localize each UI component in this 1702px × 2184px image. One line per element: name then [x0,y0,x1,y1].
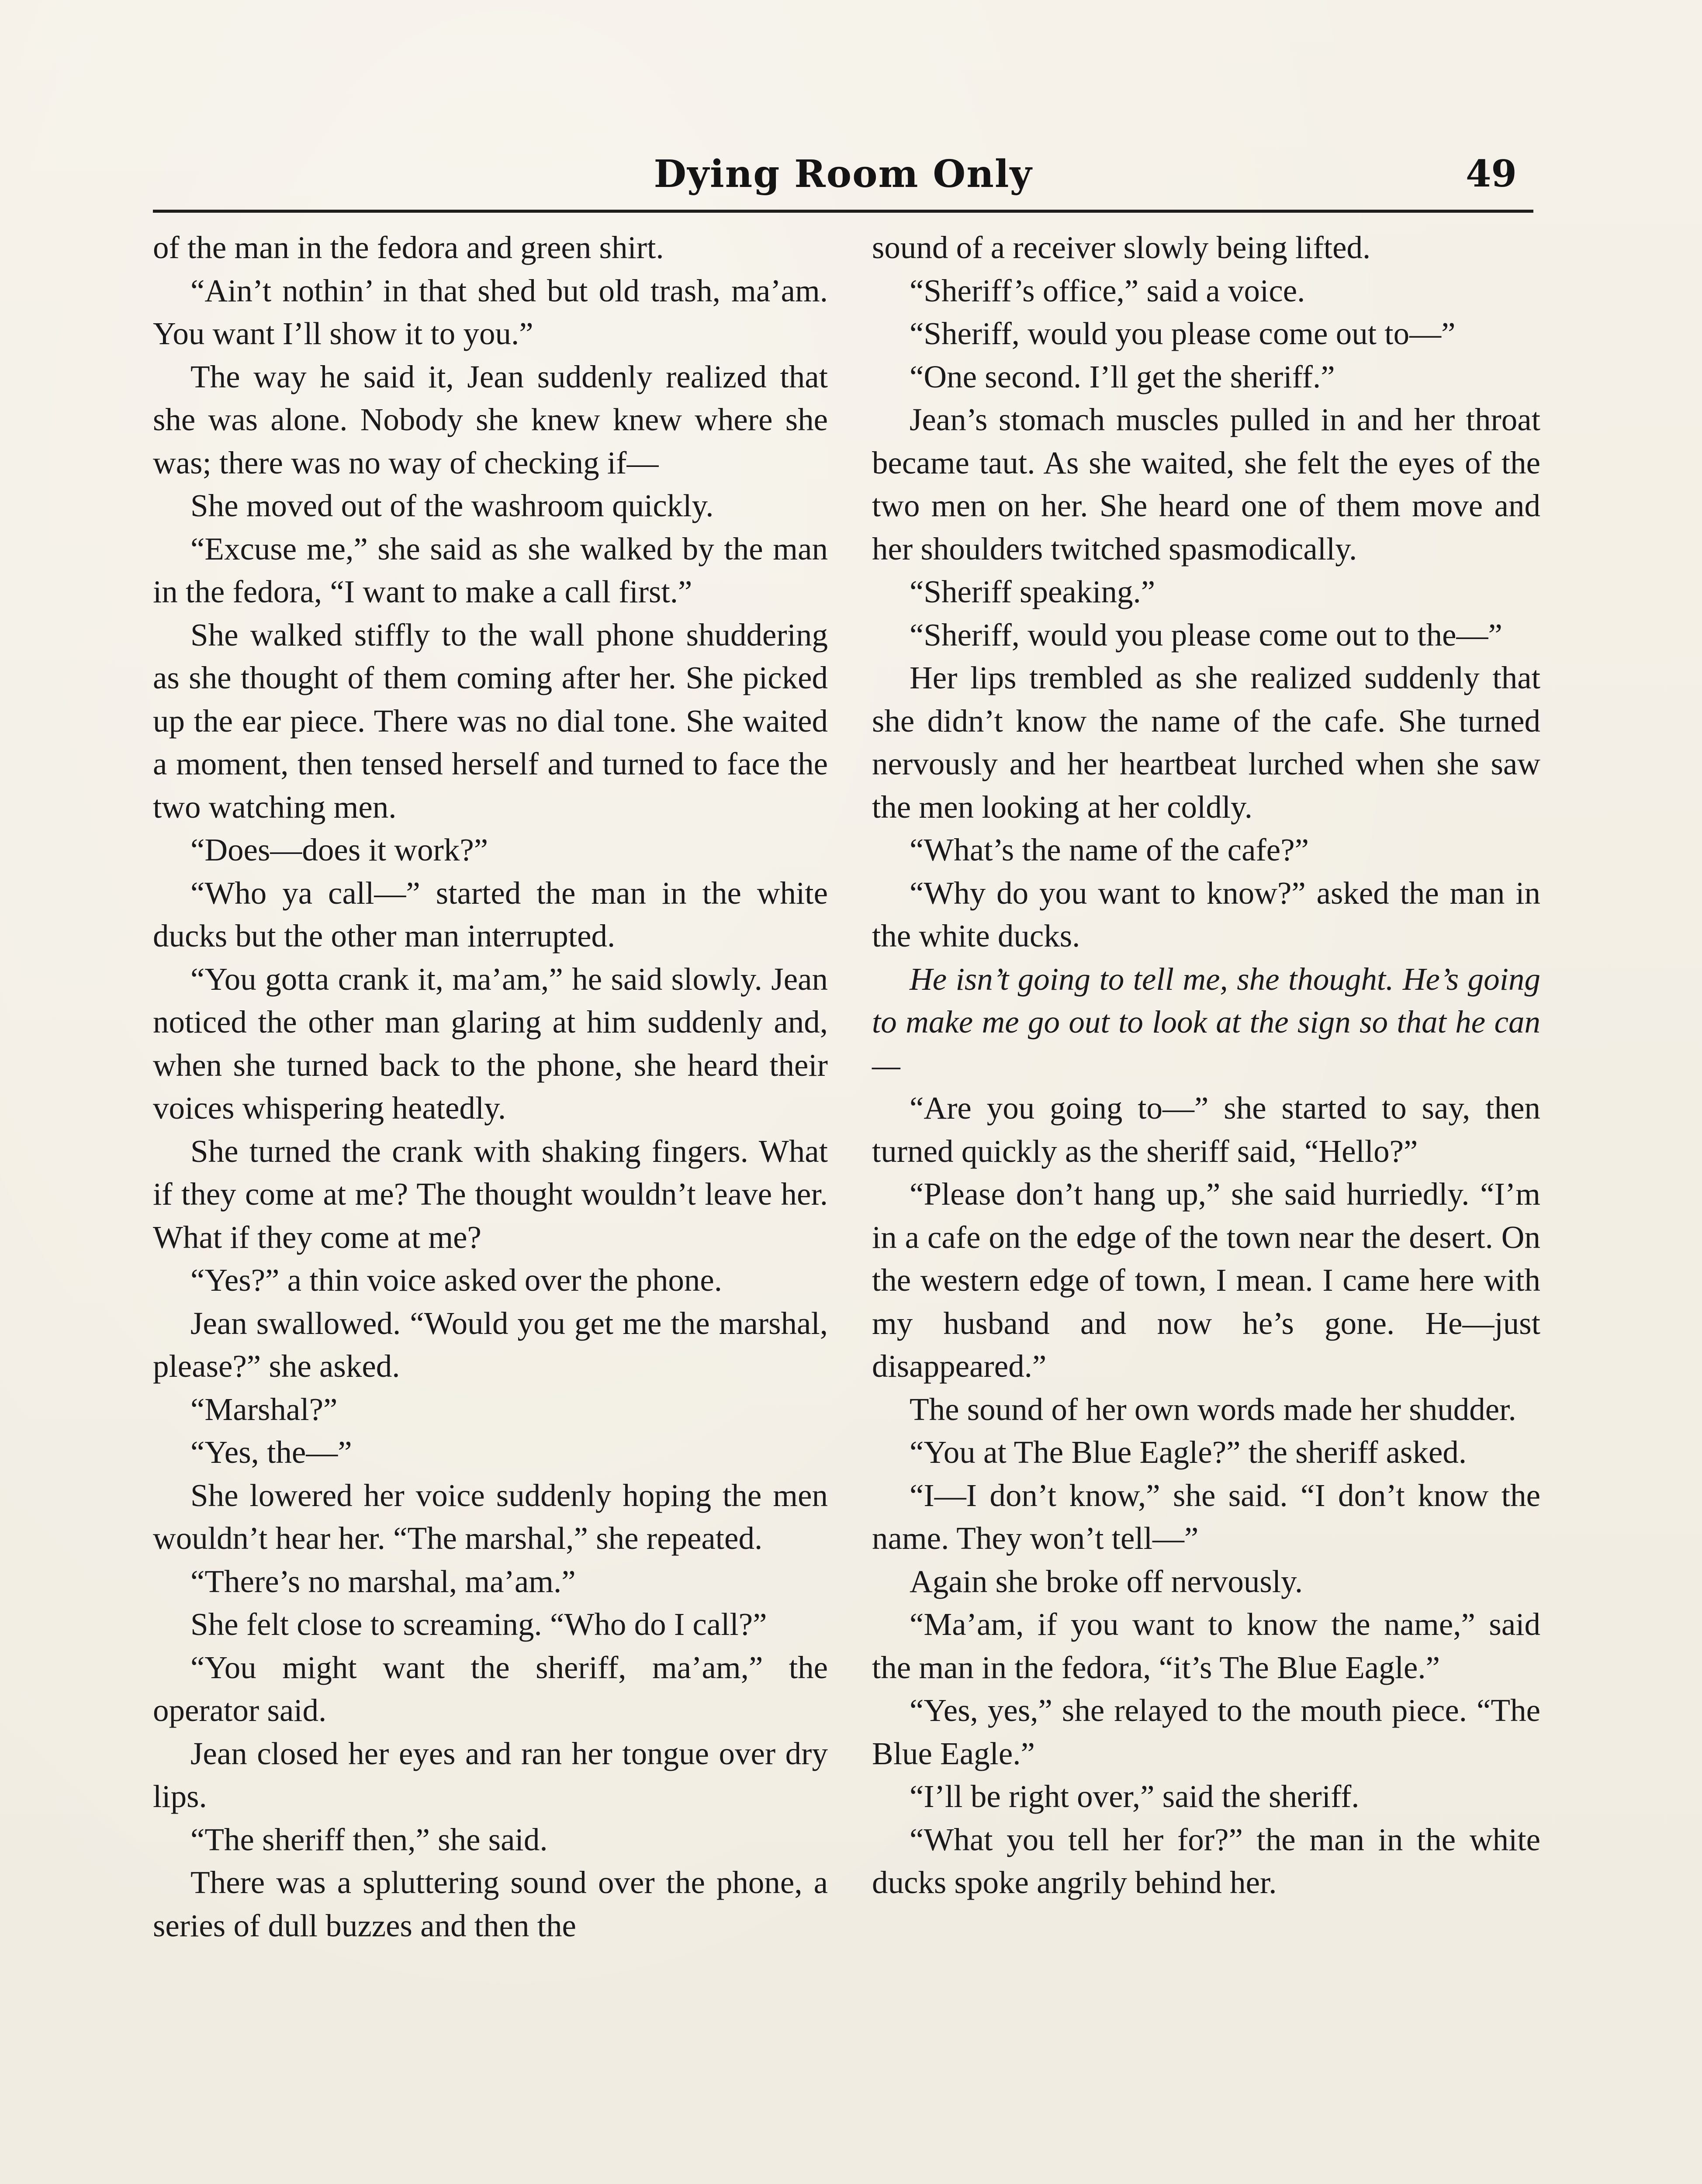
paragraph: “I—I don’t know,” she said. “I don’t know the name. They won’t tell—” [872,1477,1540,1556]
paragraph: “There’s no marshal, ma’am.” [190,1563,576,1599]
paragraph: “Who ya call—” started the man in the white ducks but the other man interrupted. [153,875,828,954]
paragraph: Jean closed her eyes and ran her tongue over dry lips. [153,1735,828,1814]
paragraph: The sound of her own words made her shudder. [910,1391,1516,1427]
paragraph: “What’s the name of the cafe?” [910,832,1309,867]
paragraph: “What you tell her for?” the man in the white ducks spoke angrily behind her. [872,1821,1540,1900]
paragraph: She lowered her voice suddenly hoping the men wouldn’t hear her. “The marshal,” she repeated. [153,1477,828,1556]
left-column [153,226,828,1947]
paragraph: The way he said it, Jean suddenly realized that she was alone. Nobody she knew knew where she was; there was no way of checking if— [153,359,828,480]
paragraph: “Yes, yes,” she relayed to the mouth piece. “The Blue Eagle.” [872,1693,1540,1771]
paragraph: of the man in the fedora and green shirt. [153,230,664,265]
paragraph: “Sheriff’s office,” said a voice. [910,273,1305,308]
paragraph: “Sheriff speaking.” [910,574,1155,609]
paragraph: “You gotta crank it, ma’am,” he said slowly. Jean noticed the other man glaring at him suddenly and, when she turned back to the phone, she heard their voices whispering heatedly. [153,961,828,1126]
paragraph: “Sheriff, would you please come out to the—” [910,617,1502,653]
paragraph: “Why do you want to know?” asked the man in the white ducks. [872,875,1540,954]
paragraph: She moved out of the washroom quickly. [190,488,714,523]
paragraph: “Please don’t hang up,” she said hurriedly. “I’m in a cafe on the edge of the town near the desert. On the western edge of town, I mean. I came here with my husband and now he’s gone. He—just disappeared.” [872,1176,1540,1384]
paragraph: “You at The Blue Eagle?” the sheriff asked. [910,1434,1467,1470]
paragraph: “Ain’t nothin’ in that shed but old trash, ma’am. You want I’ll show it to you.” [153,273,828,351]
paragraph: sound of a receiver slowly being lifted. [872,230,1371,265]
paragraph: “Does—does it work?” [190,832,488,867]
paragraph: She walked stiffly to the wall phone shuddering as she thought of them coming after her. She picked up the ear piece. There was no dial tone. She waited a moment, then tensed herself and turned to face the two watching men. [153,617,828,825]
paragraph: “Yes?” a thin voice asked over the phone. [190,1262,722,1298]
paragraph-italic: He isn’t going to tell me, she thought. He’s going to make me go out to look at the sign so that he can— [872,961,1540,1083]
page-title: Dying Room Only [654,152,1033,196]
paragraph: She felt close to screaming. “Who do I call?” [190,1607,767,1642]
paragraph: “Marshal?” [190,1391,338,1427]
paragraph: “I’ll be right over,” said the sheriff. [910,1779,1360,1814]
paragraph: “Are you going to—” she started to say, then turned quickly as the sheriff said, “Hello?” [872,1090,1540,1169]
page-number: 49 [1466,152,1517,195]
paragraph: She turned the crank with shaking fingers. What if they come at me? The thought wouldn’t leave her. What if they come at me? [153,1133,828,1255]
paragraph: Her lips trembled as she realized suddenly that she didn’t know the name of the cafe. She turned nervously and her heartbeat lurched when she saw the men looking at her coldly. [872,660,1540,825]
paragraph: “Yes, the—” [190,1434,352,1470]
right-column [872,226,1540,1904]
running-header [153,144,1533,213]
paragraph: “Sheriff, would you please come out to—” [910,316,1456,351]
paragraph: Jean’s stomach muscles pulled in and her throat became taut. As she waited, she felt the eyes of the two men on her. She heard one of them move and her shoulders twitched spasmodically. [872,402,1540,567]
paragraph: Again she broke off nervously. [910,1563,1303,1599]
paragraph: “Excuse me,” she said as she walked by the man in the fedora, “I want to make a call first.” [153,531,828,609]
paragraph: There was a spluttering sound over the phone, a series of dull buzzes and then the [153,1865,828,1943]
paragraph: “The sheriff then,” she said. [190,1821,548,1857]
paragraph: “One second. I’ll get the sheriff.” [910,359,1335,394]
paragraph: Jean swallowed. “Would you get me the marshal, please?” she asked. [153,1305,828,1384]
paragraph: “Ma’am, if you want to know the name,” said the man in the fedora, “it’s The Blue Eagle.” [872,1607,1540,1685]
paragraph: “You might want the sheriff, ma’am,” the operator said. [153,1649,828,1728]
